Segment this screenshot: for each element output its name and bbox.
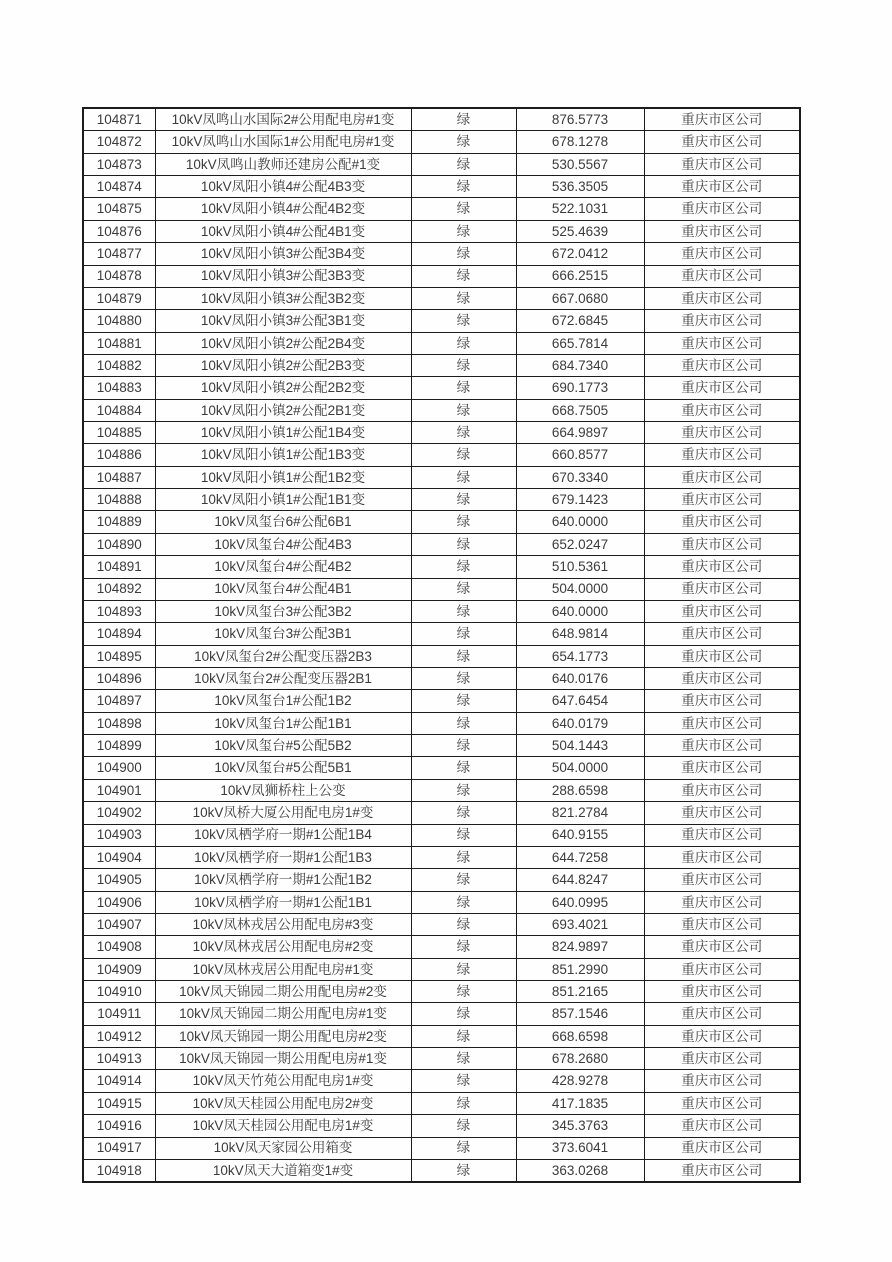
cell-company: 重庆市区公司 bbox=[644, 265, 800, 287]
cell-value: 652.0247 bbox=[516, 533, 644, 555]
cell-id: 104876 bbox=[83, 220, 155, 242]
cell-name: 10kV凤阳小镇2#公配2B3变 bbox=[155, 354, 411, 376]
cell-value: 363.0268 bbox=[516, 1159, 644, 1182]
cell-id: 104909 bbox=[83, 958, 155, 980]
cell-status: 绿 bbox=[411, 332, 516, 354]
cell-company: 重庆市区公司 bbox=[644, 1025, 800, 1047]
table-row bbox=[83, 600, 800, 622]
cell-name: 10kV凤林戎居公用配电房#2变 bbox=[155, 936, 411, 958]
cell-status: 绿 bbox=[411, 176, 516, 198]
cell-status: 绿 bbox=[411, 645, 516, 667]
cell-value: 504.0000 bbox=[516, 578, 644, 600]
cell-company: 重庆市区公司 bbox=[644, 220, 800, 242]
cell-company: 重庆市区公司 bbox=[644, 578, 800, 600]
cell-company: 重庆市区公司 bbox=[644, 354, 800, 376]
cell-company: 重庆市区公司 bbox=[644, 332, 800, 354]
table-row bbox=[83, 265, 800, 287]
table-row bbox=[83, 444, 800, 466]
cell-status: 绿 bbox=[411, 1137, 516, 1159]
cell-name: 10kV凤玺台6#公配6B1 bbox=[155, 511, 411, 533]
cell-id: 104889 bbox=[83, 511, 155, 533]
cell-name: 10kV凤阳小镇3#公配3B2变 bbox=[155, 287, 411, 309]
cell-value: 504.0000 bbox=[516, 757, 644, 779]
table-row bbox=[83, 1115, 800, 1137]
cell-company: 重庆市区公司 bbox=[644, 1003, 800, 1025]
cell-name: 10kV凤栖学府一期#1公配1B1 bbox=[155, 891, 411, 913]
transformer-data-table bbox=[82, 107, 801, 1183]
cell-value: 690.1773 bbox=[516, 377, 644, 399]
table-row bbox=[83, 220, 800, 242]
cell-value: 668.6598 bbox=[516, 1025, 644, 1047]
cell-value: 530.5567 bbox=[516, 153, 644, 175]
cell-name: 10kV凤阳小镇1#公配1B3变 bbox=[155, 444, 411, 466]
cell-company: 重庆市区公司 bbox=[644, 153, 800, 175]
table-row bbox=[83, 623, 800, 645]
cell-name: 10kV凤栖学府一期#1公配1B4 bbox=[155, 824, 411, 846]
cell-name: 10kV凤阳小镇4#公配4B1变 bbox=[155, 220, 411, 242]
table-row bbox=[83, 913, 800, 935]
cell-id: 104896 bbox=[83, 667, 155, 689]
cell-company: 重庆市区公司 bbox=[644, 757, 800, 779]
cell-name: 10kV凤玺台4#公配4B2 bbox=[155, 556, 411, 578]
cell-company: 重庆市区公司 bbox=[644, 422, 800, 444]
cell-id: 104904 bbox=[83, 846, 155, 868]
table-row bbox=[83, 578, 800, 600]
cell-status: 绿 bbox=[411, 1025, 516, 1047]
cell-status: 绿 bbox=[411, 1159, 516, 1182]
cell-name: 10kV凤玺台4#公配4B1 bbox=[155, 578, 411, 600]
cell-status: 绿 bbox=[411, 153, 516, 175]
table-row bbox=[83, 891, 800, 913]
cell-value: 654.1773 bbox=[516, 645, 644, 667]
cell-company: 重庆市区公司 bbox=[644, 779, 800, 801]
cell-status: 绿 bbox=[411, 824, 516, 846]
cell-status: 绿 bbox=[411, 377, 516, 399]
cell-company: 重庆市区公司 bbox=[644, 623, 800, 645]
cell-name: 10kV凤鸣山教师还建房公配#1变 bbox=[155, 153, 411, 175]
table-row bbox=[83, 489, 800, 511]
cell-value: 693.4021 bbox=[516, 913, 644, 935]
cell-company: 重庆市区公司 bbox=[644, 310, 800, 332]
cell-name: 10kV凤玺台3#公配3B2 bbox=[155, 600, 411, 622]
cell-name: 10kV凤林戎居公用配电房#1变 bbox=[155, 958, 411, 980]
cell-status: 绿 bbox=[411, 981, 516, 1003]
table-row bbox=[83, 422, 800, 444]
cell-company: 重庆市区公司 bbox=[644, 936, 800, 958]
cell-company: 重庆市区公司 bbox=[644, 176, 800, 198]
table-row bbox=[83, 310, 800, 332]
cell-status: 绿 bbox=[411, 600, 516, 622]
cell-value: 670.3340 bbox=[516, 466, 644, 488]
cell-status: 绿 bbox=[411, 779, 516, 801]
cell-name: 10kV凤阳小镇4#公配4B2变 bbox=[155, 198, 411, 220]
cell-name: 10kV凤阳小镇2#公配2B1变 bbox=[155, 399, 411, 421]
cell-name: 10kV凤玺台2#公配变压器2B3 bbox=[155, 645, 411, 667]
cell-name: 10kV凤鸣山水国际2#公用配电房#1变 bbox=[155, 108, 411, 131]
cell-status: 绿 bbox=[411, 690, 516, 712]
cell-status: 绿 bbox=[411, 936, 516, 958]
cell-status: 绿 bbox=[411, 265, 516, 287]
table-row bbox=[83, 1092, 800, 1114]
cell-id: 104895 bbox=[83, 645, 155, 667]
cell-name: 10kV凤阳小镇1#公配1B2变 bbox=[155, 466, 411, 488]
cell-company: 重庆市区公司 bbox=[644, 824, 800, 846]
cell-name: 10kV凤天桂园公用配电房2#变 bbox=[155, 1092, 411, 1114]
cell-name: 10kV凤阳小镇1#公配1B4变 bbox=[155, 422, 411, 444]
table-row bbox=[83, 399, 800, 421]
table-row bbox=[83, 735, 800, 757]
cell-status: 绿 bbox=[411, 757, 516, 779]
cell-value: 345.3763 bbox=[516, 1115, 644, 1137]
cell-value: 644.8247 bbox=[516, 869, 644, 891]
cell-id: 104873 bbox=[83, 153, 155, 175]
cell-company: 重庆市区公司 bbox=[644, 1137, 800, 1159]
table-row bbox=[83, 466, 800, 488]
table-row bbox=[83, 1137, 800, 1159]
cell-name: 10kV凤玺台4#公配4B3 bbox=[155, 533, 411, 555]
cell-name: 10kV凤天锦园二期公用配电房#2变 bbox=[155, 981, 411, 1003]
table-row bbox=[83, 153, 800, 175]
cell-value: 644.7258 bbox=[516, 846, 644, 868]
cell-id: 104897 bbox=[83, 690, 155, 712]
cell-company: 重庆市区公司 bbox=[644, 846, 800, 868]
cell-status: 绿 bbox=[411, 511, 516, 533]
cell-value: 876.5773 bbox=[516, 108, 644, 131]
cell-id: 104888 bbox=[83, 489, 155, 511]
cell-id: 104902 bbox=[83, 802, 155, 824]
cell-value: 288.6598 bbox=[516, 779, 644, 801]
cell-id: 104878 bbox=[83, 265, 155, 287]
cell-id: 104916 bbox=[83, 1115, 155, 1137]
cell-company: 重庆市区公司 bbox=[644, 802, 800, 824]
cell-value: 678.1278 bbox=[516, 131, 644, 153]
cell-company: 重庆市区公司 bbox=[644, 243, 800, 265]
cell-id: 104915 bbox=[83, 1092, 155, 1114]
table-row bbox=[83, 667, 800, 689]
cell-company: 重庆市区公司 bbox=[644, 913, 800, 935]
table-row bbox=[83, 1025, 800, 1047]
cell-company: 重庆市区公司 bbox=[644, 869, 800, 891]
cell-value: 678.2680 bbox=[516, 1048, 644, 1070]
cell-value: 640.0176 bbox=[516, 667, 644, 689]
cell-value: 504.1443 bbox=[516, 735, 644, 757]
cell-name: 10kV凤天桂园公用配电房1#变 bbox=[155, 1115, 411, 1137]
cell-value: 684.7340 bbox=[516, 354, 644, 376]
cell-value: 640.0000 bbox=[516, 511, 644, 533]
cell-value: 640.9155 bbox=[516, 824, 644, 846]
table-row bbox=[83, 198, 800, 220]
table-row bbox=[83, 846, 800, 868]
cell-value: 640.0000 bbox=[516, 600, 644, 622]
cell-status: 绿 bbox=[411, 1115, 516, 1137]
table-row bbox=[83, 1159, 800, 1182]
cell-company: 重庆市区公司 bbox=[644, 198, 800, 220]
cell-value: 664.9897 bbox=[516, 422, 644, 444]
cell-id: 104891 bbox=[83, 556, 155, 578]
cell-status: 绿 bbox=[411, 310, 516, 332]
cell-name: 10kV凤玺台1#公配1B1 bbox=[155, 712, 411, 734]
cell-id: 104880 bbox=[83, 310, 155, 332]
cell-id: 104879 bbox=[83, 287, 155, 309]
cell-company: 重庆市区公司 bbox=[644, 511, 800, 533]
cell-name: 10kV凤玺台#5公配5B1 bbox=[155, 757, 411, 779]
cell-company: 重庆市区公司 bbox=[644, 466, 800, 488]
cell-company: 重庆市区公司 bbox=[644, 1048, 800, 1070]
cell-value: 536.3505 bbox=[516, 176, 644, 198]
cell-company: 重庆市区公司 bbox=[644, 131, 800, 153]
cell-id: 104912 bbox=[83, 1025, 155, 1047]
cell-company: 重庆市区公司 bbox=[644, 1159, 800, 1182]
cell-id: 104877 bbox=[83, 243, 155, 265]
cell-value: 666.2515 bbox=[516, 265, 644, 287]
cell-name: 10kV凤玺台1#公配1B2 bbox=[155, 690, 411, 712]
cell-status: 绿 bbox=[411, 422, 516, 444]
cell-id: 104885 bbox=[83, 422, 155, 444]
cell-name: 10kV凤阳小镇2#公配2B4变 bbox=[155, 332, 411, 354]
cell-value: 647.6454 bbox=[516, 690, 644, 712]
cell-value: 522.1031 bbox=[516, 198, 644, 220]
cell-name: 10kV凤天家园公用箱变 bbox=[155, 1137, 411, 1159]
cell-value: 660.8577 bbox=[516, 444, 644, 466]
cell-status: 绿 bbox=[411, 220, 516, 242]
cell-company: 重庆市区公司 bbox=[644, 556, 800, 578]
cell-status: 绿 bbox=[411, 399, 516, 421]
table-row bbox=[83, 712, 800, 734]
cell-id: 104872 bbox=[83, 131, 155, 153]
cell-status: 绿 bbox=[411, 1048, 516, 1070]
cell-company: 重庆市区公司 bbox=[644, 735, 800, 757]
cell-value: 648.9814 bbox=[516, 623, 644, 645]
cell-company: 重庆市区公司 bbox=[644, 108, 800, 131]
cell-status: 绿 bbox=[411, 198, 516, 220]
cell-id: 104899 bbox=[83, 735, 155, 757]
table-row bbox=[83, 690, 800, 712]
cell-id: 104884 bbox=[83, 399, 155, 421]
cell-id: 104908 bbox=[83, 936, 155, 958]
cell-company: 重庆市区公司 bbox=[644, 399, 800, 421]
cell-company: 重庆市区公司 bbox=[644, 489, 800, 511]
table-row bbox=[83, 533, 800, 555]
cell-value: 672.0412 bbox=[516, 243, 644, 265]
cell-name: 10kV凤天大道箱变1#变 bbox=[155, 1159, 411, 1182]
table-row bbox=[83, 108, 800, 131]
cell-status: 绿 bbox=[411, 533, 516, 555]
cell-id: 104907 bbox=[83, 913, 155, 935]
table-row bbox=[83, 1003, 800, 1025]
cell-id: 104893 bbox=[83, 600, 155, 622]
cell-status: 绿 bbox=[411, 131, 516, 153]
cell-status: 绿 bbox=[411, 667, 516, 689]
table-row bbox=[83, 332, 800, 354]
cell-company: 重庆市区公司 bbox=[644, 1070, 800, 1092]
cell-id: 104918 bbox=[83, 1159, 155, 1182]
cell-status: 绿 bbox=[411, 287, 516, 309]
table-row bbox=[83, 176, 800, 198]
cell-company: 重庆市区公司 bbox=[644, 533, 800, 555]
cell-value: 851.2990 bbox=[516, 958, 644, 980]
cell-company: 重庆市区公司 bbox=[644, 1115, 800, 1137]
cell-id: 104914 bbox=[83, 1070, 155, 1092]
cell-id: 104881 bbox=[83, 332, 155, 354]
cell-name: 10kV凤玺台#5公配5B2 bbox=[155, 735, 411, 757]
cell-name: 10kV凤天锦园一期公用配电房#1变 bbox=[155, 1048, 411, 1070]
table-row bbox=[83, 1070, 800, 1092]
cell-id: 104911 bbox=[83, 1003, 155, 1025]
transformer-table-body bbox=[83, 108, 800, 1182]
cell-company: 重庆市区公司 bbox=[644, 981, 800, 1003]
cell-company: 重庆市区公司 bbox=[644, 690, 800, 712]
table-row bbox=[83, 936, 800, 958]
cell-status: 绿 bbox=[411, 489, 516, 511]
table-row bbox=[83, 757, 800, 779]
cell-name: 10kV凤林戎居公用配电房#3变 bbox=[155, 913, 411, 935]
cell-value: 510.5361 bbox=[516, 556, 644, 578]
table-row bbox=[83, 354, 800, 376]
cell-id: 104882 bbox=[83, 354, 155, 376]
cell-status: 绿 bbox=[411, 1070, 516, 1092]
cell-name: 10kV凤栖学府一期#1公配1B3 bbox=[155, 846, 411, 868]
cell-company: 重庆市区公司 bbox=[644, 287, 800, 309]
cell-id: 104900 bbox=[83, 757, 155, 779]
cell-value: 857.1546 bbox=[516, 1003, 644, 1025]
cell-id: 104894 bbox=[83, 623, 155, 645]
cell-status: 绿 bbox=[411, 556, 516, 578]
table-row bbox=[83, 645, 800, 667]
cell-status: 绿 bbox=[411, 891, 516, 913]
cell-value: 672.6845 bbox=[516, 310, 644, 332]
cell-status: 绿 bbox=[411, 354, 516, 376]
cell-id: 104883 bbox=[83, 377, 155, 399]
table-row bbox=[83, 802, 800, 824]
cell-id: 104903 bbox=[83, 824, 155, 846]
cell-name: 10kV凤天锦园一期公用配电房#2变 bbox=[155, 1025, 411, 1047]
cell-status: 绿 bbox=[411, 846, 516, 868]
cell-id: 104871 bbox=[83, 108, 155, 131]
cell-id: 104910 bbox=[83, 981, 155, 1003]
table-row bbox=[83, 981, 800, 1003]
cell-company: 重庆市区公司 bbox=[644, 444, 800, 466]
cell-name: 10kV凤玺台2#公配变压器2B1 bbox=[155, 667, 411, 689]
cell-company: 重庆市区公司 bbox=[644, 1092, 800, 1114]
cell-name: 10kV凤桥大厦公用配电房1#变 bbox=[155, 802, 411, 824]
cell-status: 绿 bbox=[411, 243, 516, 265]
cell-value: 373.6041 bbox=[516, 1137, 644, 1159]
cell-name: 10kV凤阳小镇3#公配3B1变 bbox=[155, 310, 411, 332]
cell-name: 10kV凤阳小镇1#公配1B1变 bbox=[155, 489, 411, 511]
cell-company: 重庆市区公司 bbox=[644, 958, 800, 980]
cell-id: 104886 bbox=[83, 444, 155, 466]
cell-status: 绿 bbox=[411, 712, 516, 734]
cell-value: 821.2784 bbox=[516, 802, 644, 824]
cell-status: 绿 bbox=[411, 108, 516, 131]
cell-status: 绿 bbox=[411, 958, 516, 980]
cell-company: 重庆市区公司 bbox=[644, 712, 800, 734]
table-row bbox=[83, 824, 800, 846]
table-row bbox=[83, 1048, 800, 1070]
cell-value: 428.9278 bbox=[516, 1070, 644, 1092]
cell-name: 10kV凤玺台3#公配3B1 bbox=[155, 623, 411, 645]
table-row bbox=[83, 511, 800, 533]
cell-company: 重庆市区公司 bbox=[644, 667, 800, 689]
cell-name: 10kV凤阳小镇3#公配3B4变 bbox=[155, 243, 411, 265]
cell-id: 104887 bbox=[83, 466, 155, 488]
cell-status: 绿 bbox=[411, 913, 516, 935]
table-row bbox=[83, 869, 800, 891]
cell-value: 665.7814 bbox=[516, 332, 644, 354]
cell-value: 679.1423 bbox=[516, 489, 644, 511]
cell-id: 104875 bbox=[83, 198, 155, 220]
cell-name: 10kV凤阳小镇2#公配2B2变 bbox=[155, 377, 411, 399]
cell-status: 绿 bbox=[411, 466, 516, 488]
cell-id: 104892 bbox=[83, 578, 155, 600]
cell-id: 104901 bbox=[83, 779, 155, 801]
cell-company: 重庆市区公司 bbox=[644, 600, 800, 622]
cell-value: 667.0680 bbox=[516, 287, 644, 309]
cell-name: 10kV凤阳小镇3#公配3B3变 bbox=[155, 265, 411, 287]
cell-status: 绿 bbox=[411, 1092, 516, 1114]
cell-status: 绿 bbox=[411, 1003, 516, 1025]
cell-id: 104898 bbox=[83, 712, 155, 734]
cell-name: 10kV凤栖学府一期#1公配1B2 bbox=[155, 869, 411, 891]
cell-value: 640.0179 bbox=[516, 712, 644, 734]
cell-status: 绿 bbox=[411, 444, 516, 466]
table-row bbox=[83, 377, 800, 399]
cell-name: 10kV凤狮桥柱上公变 bbox=[155, 779, 411, 801]
cell-id: 104913 bbox=[83, 1048, 155, 1070]
cell-company: 重庆市区公司 bbox=[644, 891, 800, 913]
cell-id: 104917 bbox=[83, 1137, 155, 1159]
table-row bbox=[83, 779, 800, 801]
cell-id: 104874 bbox=[83, 176, 155, 198]
cell-name: 10kV凤鸣山水国际1#公用配电房#1变 bbox=[155, 131, 411, 153]
cell-name: 10kV凤天竹苑公用配电房1#变 bbox=[155, 1070, 411, 1092]
cell-value: 668.7505 bbox=[516, 399, 644, 421]
table-row bbox=[83, 287, 800, 309]
cell-id: 104905 bbox=[83, 869, 155, 891]
cell-status: 绿 bbox=[411, 869, 516, 891]
cell-name: 10kV凤阳小镇4#公配4B3变 bbox=[155, 176, 411, 198]
table-row bbox=[83, 131, 800, 153]
cell-status: 绿 bbox=[411, 578, 516, 600]
cell-id: 104890 bbox=[83, 533, 155, 555]
cell-value: 824.9897 bbox=[516, 936, 644, 958]
table-row bbox=[83, 243, 800, 265]
cell-value: 640.0995 bbox=[516, 891, 644, 913]
cell-value: 525.4639 bbox=[516, 220, 644, 242]
cell-value: 417.1835 bbox=[516, 1092, 644, 1114]
table-row bbox=[83, 556, 800, 578]
cell-status: 绿 bbox=[411, 802, 516, 824]
cell-value: 851.2165 bbox=[516, 981, 644, 1003]
table-row bbox=[83, 958, 800, 980]
cell-company: 重庆市区公司 bbox=[644, 645, 800, 667]
cell-status: 绿 bbox=[411, 735, 516, 757]
cell-status: 绿 bbox=[411, 623, 516, 645]
cell-name: 10kV凤天锦园二期公用配电房#1变 bbox=[155, 1003, 411, 1025]
cell-company: 重庆市区公司 bbox=[644, 377, 800, 399]
cell-id: 104906 bbox=[83, 891, 155, 913]
